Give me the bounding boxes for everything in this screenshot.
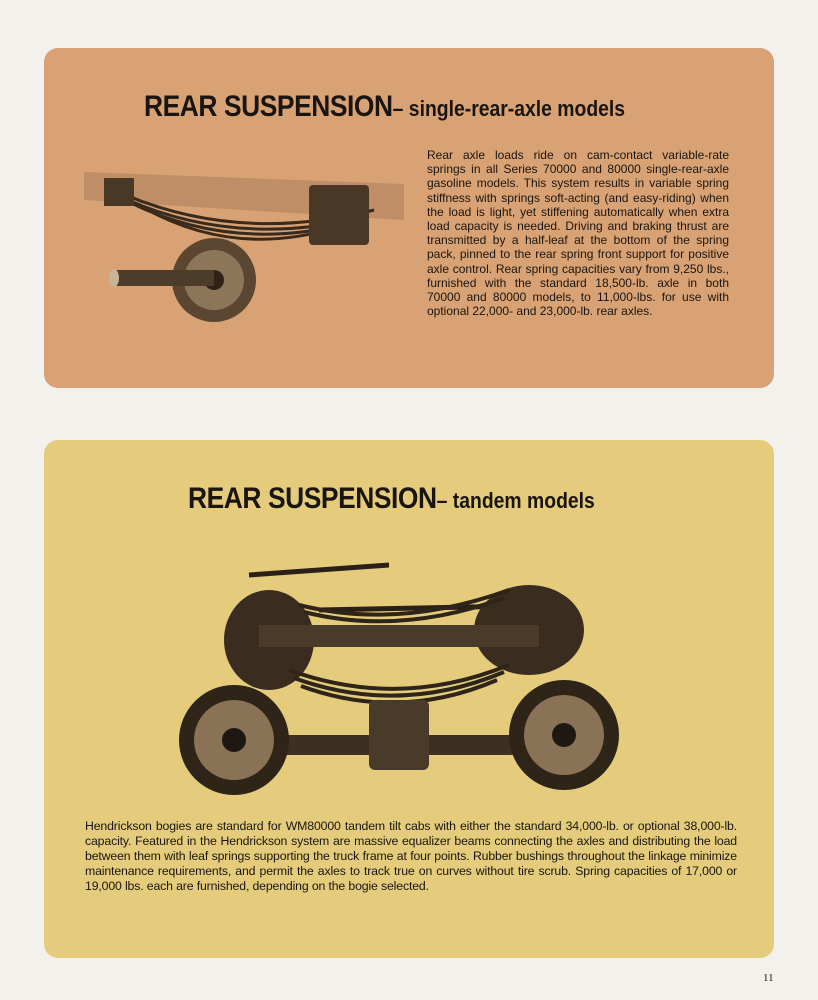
tandem-suspension-illustration — [179, 550, 629, 800]
title-main: REAR SUSPENSION — [188, 482, 437, 515]
title-sub: – tandem models — [436, 488, 595, 513]
single-axle-suspension-illustration — [84, 170, 409, 340]
single-axle-title — [144, 90, 625, 124]
single-axle-description: Rear axle loads ride on cam-contact variable-rate springs in all Series 70000 and 80000 single-rear-axle gasoline models. This system results in variable spring stiffness with springs soft-acting (and easy-riding) when the load is light, yet stiffening automatically when extra load capacity is needed. Driving and braking thrust are transmitted by a half-leaf at the bottom of the spring pack, pinned to the rear spring front support for positive axle control. Rear spring capacities vary from 9,250 lbs., furnished with the standard 18,500-lb. axle in both 70000 and 80000 models, to 11,000-lbs. for use with optional 22,000- and 23,000-lb. rear axles. — [427, 148, 729, 319]
tandem-description: Hendrickson bogies are standard for WM80000 tandem tilt cabs with either the standard 34,000-lb. or optional 38,000-lb. capacity. Featured in the Hendrickson system are massive equalizer beams connecting the axles and distributing the load between them with leaf springs supporting the truck frame at four points. Rubber bushings throughout the linkage minimize maintenance requirements, and permit the axles to track true on curves without tire scrub. Spring capacities of 17,000 or 19,000 lbs. each are furnished, depending on the bogie selected. — [85, 819, 737, 893]
tandem-panel — [44, 440, 774, 958]
page-number: 11 — [763, 972, 774, 984]
title-main: REAR SUSPENSION — [144, 90, 393, 123]
single-axle-panel — [44, 48, 774, 388]
tandem-title — [188, 482, 595, 516]
title-sub: – single-rear-axle models — [392, 96, 626, 121]
